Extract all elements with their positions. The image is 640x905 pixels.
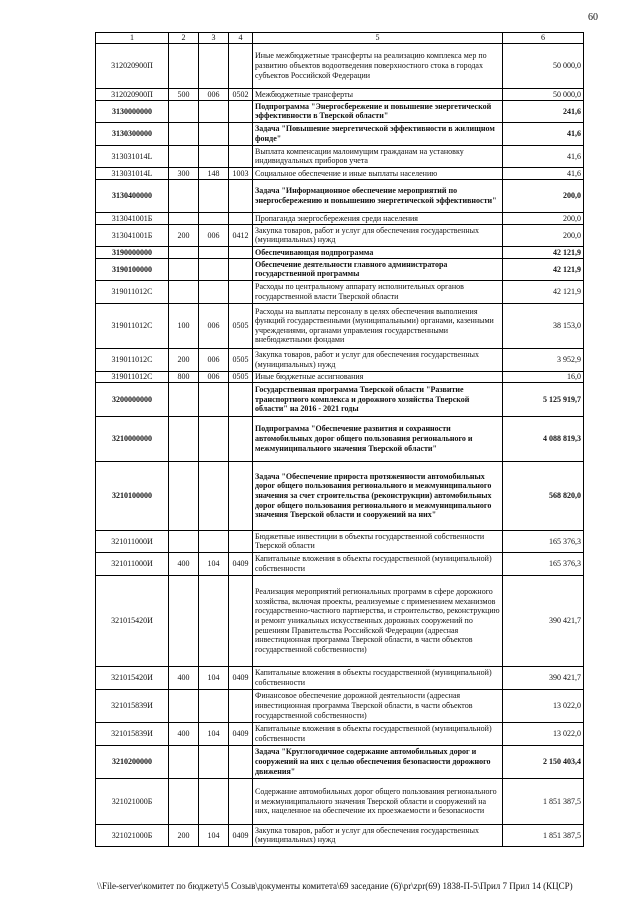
table-row [96, 100, 584, 123]
expense-type-cell: 300 [169, 168, 199, 180]
item-name-cell: Содержание автомобильных дорог общего пользования регионального и межмуниципального значения Тверской области и сооружений на них, нацеленное на обеспечение их проезжаемости и безопасности [253, 779, 503, 825]
item-name-cell: Бюджетные инвестиции в объекты государственной собственности Тверской области [253, 530, 503, 553]
item-name-cell: Межбюджетные трансферты [253, 89, 503, 101]
budget-code-cell: 321015839И [96, 689, 169, 723]
budget-code-cell: 3200000000 [96, 383, 169, 417]
amount-cell: 1 851 387,5 [503, 824, 584, 847]
section-code-cell [229, 258, 253, 281]
amount-cell: 41,6 [503, 168, 584, 180]
table-row [96, 667, 584, 690]
department-code-cell [199, 179, 229, 213]
budget-code-cell: 3130400000 [96, 179, 169, 213]
table-row [96, 462, 584, 531]
expense-type-cell: 200 [169, 349, 199, 372]
item-name-cell: Задача "Информационное обеспечение мероприятий по энергосбережению и повышению энергетической эффективности" [253, 179, 503, 213]
table-row [96, 145, 584, 168]
budget-code-cell: 321015420И [96, 667, 169, 690]
expense-type-cell [169, 745, 199, 779]
item-name-cell: Закупка товаров, работ и услуг для обеспечения государственных (муниципальных) нужд [253, 224, 503, 247]
section-code-cell [229, 745, 253, 779]
amount-cell: 200,0 [503, 213, 584, 225]
section-code-cell [229, 383, 253, 417]
item-name-cell: Капитальные вложения в объекты государственной (муниципальной) собственности [253, 723, 503, 746]
table-row [96, 723, 584, 746]
expense-type-cell [169, 575, 199, 667]
section-code-cell: 0502 [229, 89, 253, 101]
expense-type-cell [169, 383, 199, 417]
section-code-cell [229, 100, 253, 123]
expense-type-cell [169, 123, 199, 146]
expense-type-cell [169, 530, 199, 553]
amount-cell: 13 022,0 [503, 723, 584, 746]
amount-cell: 13 022,0 [503, 689, 584, 723]
table-row [96, 281, 584, 304]
table-row [96, 779, 584, 825]
expense-type-cell [169, 689, 199, 723]
expense-type-cell: 500 [169, 89, 199, 101]
item-name-cell: Капитальные вложения в объекты государственной (муниципальной) собственности [253, 553, 503, 576]
department-code-cell [199, 213, 229, 225]
department-code-cell [199, 281, 229, 304]
expense-type-cell: 800 [169, 371, 199, 383]
section-code-cell: 0505 [229, 371, 253, 383]
table-row [96, 553, 584, 576]
expense-type-cell: 400 [169, 553, 199, 576]
amount-cell: 16,0 [503, 371, 584, 383]
item-name-cell: Закупка товаров, работ и услуг для обеспечения государственных (муниципальных) нужд [253, 349, 503, 372]
amount-cell: 41,6 [503, 145, 584, 168]
item-name-cell: Закупка товаров, работ и услуг для обеспечения государственных (муниципальных) нужд [253, 824, 503, 847]
table-row [96, 43, 584, 89]
section-code-cell [229, 689, 253, 723]
section-code-cell [229, 247, 253, 259]
department-code-cell: 148 [199, 168, 229, 180]
department-code-cell [199, 383, 229, 417]
item-name-cell: Финансовое обеспечение дорожной деятельности (адресная инвестиционная программа Тверской области, в части объектов государственной собственности) [253, 689, 503, 723]
file-path-footer: \\File-server\комитет по бюджету\5 Созыв\документы комитета\69 заседание (6)\pr\zpr(69) 1838-П-5\Прил 7 Прил 14 (КЦСР) [97, 881, 573, 891]
department-code-cell [199, 43, 229, 89]
item-name-cell: Подпрограмма "Обеспечение развития и сохранности автомобильных дорог общего пользования регионального и межмуниципального значения Тверской области" [253, 416, 503, 462]
budget-code-cell: 321015839И [96, 723, 169, 746]
column-header: 3 [199, 33, 229, 44]
section-code-cell: 0409 [229, 824, 253, 847]
budget-code-cell: 319011012С [96, 371, 169, 383]
expense-type-cell [169, 462, 199, 531]
department-code-cell: 104 [199, 723, 229, 746]
expense-type-cell [169, 100, 199, 123]
section-code-cell: 0505 [229, 303, 253, 349]
amount-cell: 390 421,7 [503, 667, 584, 690]
amount-cell: 38 153,0 [503, 303, 584, 349]
budget-code-cell: 321021000Б [96, 824, 169, 847]
table-row [96, 303, 584, 349]
section-code-cell [229, 179, 253, 213]
item-name-cell: Обеспечивающая подпрограмма [253, 247, 503, 259]
budget-code-cell: 312020900П [96, 89, 169, 101]
column-header: 5 [253, 33, 503, 44]
section-code-cell [229, 213, 253, 225]
amount-cell: 4 088 819,3 [503, 416, 584, 462]
expense-type-cell [169, 213, 199, 225]
item-name-cell: Иные межбюджетные трансферты на реализацию комплекса мер по развитию объектов водоотведения поверхностного стока в городах субъектов Российской Федерации [253, 43, 503, 89]
item-name-cell: Обеспечение деятельности главного администратора государственной программы [253, 258, 503, 281]
section-code-cell [229, 779, 253, 825]
amount-cell: 5 125 919,7 [503, 383, 584, 417]
budget-code-cell: 321011000И [96, 530, 169, 553]
table-row [96, 123, 584, 146]
department-code-cell: 104 [199, 553, 229, 576]
item-name-cell: Социальное обеспечение и иные выплаты населению [253, 168, 503, 180]
expense-type-cell: 200 [169, 824, 199, 847]
budget-code-cell: 321011000И [96, 553, 169, 576]
column-header: 6 [503, 33, 584, 44]
column-header: 2 [169, 33, 199, 44]
table-row [96, 689, 584, 723]
item-name-cell: Задача "Повышение энергетической эффективности в жилищном фонде" [253, 123, 503, 146]
item-name-cell: Иные бюджетные ассигнования [253, 371, 503, 383]
budget-code-cell: 3190000000 [96, 247, 169, 259]
expense-type-cell [169, 145, 199, 168]
amount-cell: 241,6 [503, 100, 584, 123]
budget-code-cell: 313041001Б [96, 213, 169, 225]
amount-cell: 200,0 [503, 179, 584, 213]
expense-type-cell: 400 [169, 723, 199, 746]
section-code-cell: 1003 [229, 168, 253, 180]
section-code-cell: 0409 [229, 553, 253, 576]
section-code-cell: 0409 [229, 667, 253, 690]
department-code-cell [199, 462, 229, 531]
page-number: 60 [588, 12, 598, 23]
table-row [96, 575, 584, 667]
expense-type-cell [169, 416, 199, 462]
department-code-cell [199, 247, 229, 259]
table-body [96, 43, 584, 847]
amount-cell: 165 376,3 [503, 553, 584, 576]
table-row [96, 247, 584, 259]
department-code-cell: 104 [199, 667, 229, 690]
expense-type-cell: 400 [169, 667, 199, 690]
expense-type-cell [169, 247, 199, 259]
table-row [96, 383, 584, 417]
item-name-cell: Выплата компенсации малоимущим гражданам на установку индивидуальных приборов учета [253, 145, 503, 168]
item-name-cell: Расходы на выплаты персоналу в целях обеспечения выполнения функций государственными (муниципальными) органами, казенными учреждениями, органами управления государственными внебюджетными фондами [253, 303, 503, 349]
department-code-cell: 006 [199, 349, 229, 372]
budget-code-cell: 3190100000 [96, 258, 169, 281]
item-name-cell: Реализация мероприятий региональных программ в сфере дорожного хозяйства, включая проекты, реализуемые с применением механизмов государственно-частного партнерства, и строительство, реконструкцию и ремонт уникальных искусственных дорожных сооружений по решениям Правительства Российской Федерации (адресная инвестиционная программа Тверской области, в части объектов государственной собственности) [253, 575, 503, 667]
amount-cell: 3 952,9 [503, 349, 584, 372]
department-code-cell [199, 689, 229, 723]
section-code-cell [229, 145, 253, 168]
budget-code-cell: 321015420И [96, 575, 169, 667]
department-code-cell: 006 [199, 371, 229, 383]
amount-cell: 390 421,7 [503, 575, 584, 667]
budget-table [95, 32, 584, 847]
section-code-cell [229, 281, 253, 304]
table-row [96, 89, 584, 101]
item-name-cell: Расходы по центральному аппарату исполнительных органов государственной власти Тверской области [253, 281, 503, 304]
amount-cell: 42 121,9 [503, 258, 584, 281]
department-code-cell: 006 [199, 224, 229, 247]
department-code-cell [199, 100, 229, 123]
section-code-cell: 0505 [229, 349, 253, 372]
expense-type-cell [169, 281, 199, 304]
budget-code-cell: 321021000Б [96, 779, 169, 825]
amount-cell: 1 851 387,5 [503, 779, 584, 825]
section-code-cell [229, 575, 253, 667]
item-name-cell: Капитальные вложения в объекты государственной (муниципальной) собственности [253, 667, 503, 690]
column-header: 4 [229, 33, 253, 44]
budget-code-cell: 3210100000 [96, 462, 169, 531]
expense-type-cell [169, 779, 199, 825]
budget-code-cell: 319011012С [96, 281, 169, 304]
section-code-cell: 0409 [229, 723, 253, 746]
table-row [96, 213, 584, 225]
item-name-cell: Государственная программа Тверской области "Развитие транспортного комплекса и дорожного хозяйства Тверской области" на 2016 - 2021 годы [253, 383, 503, 417]
budget-code-cell: 319011012С [96, 349, 169, 372]
department-code-cell: 104 [199, 824, 229, 847]
budget-code-cell: 3130300000 [96, 123, 169, 146]
table-row [96, 258, 584, 281]
table-header-row [96, 33, 584, 44]
section-code-cell [229, 416, 253, 462]
budget-code-cell: 313031014L [96, 145, 169, 168]
expense-type-cell [169, 43, 199, 89]
amount-cell: 41,6 [503, 123, 584, 146]
amount-cell: 42 121,9 [503, 247, 584, 259]
table-row [96, 530, 584, 553]
section-code-cell [229, 462, 253, 531]
item-name-cell: Подпрограмма "Энергосбережение и повышение энергетической эффективности в Тверской области" [253, 100, 503, 123]
department-code-cell [199, 145, 229, 168]
budget-code-cell: 3210200000 [96, 745, 169, 779]
department-code-cell [199, 416, 229, 462]
table-row [96, 168, 584, 180]
department-code-cell [199, 530, 229, 553]
expense-type-cell: 200 [169, 224, 199, 247]
department-code-cell: 006 [199, 303, 229, 349]
department-code-cell [199, 123, 229, 146]
item-name-cell: Пропаганда энергосбережения среди населения [253, 213, 503, 225]
budget-code-cell: 312020900П [96, 43, 169, 89]
amount-cell: 50 000,0 [503, 43, 584, 89]
table-row [96, 349, 584, 372]
budget-code-cell: 313031014L [96, 168, 169, 180]
item-name-cell: Задача "Обеспечение прироста протяженности автомобильных дорог общего пользования регионального и межмуниципального значения за счет строительства (реконструкции) автомобильных дорог общего пользования регионального и межмуниципального значения Тверской области и сооружений на них" [253, 462, 503, 531]
expense-type-cell [169, 179, 199, 213]
budget-code-cell: 3210000000 [96, 416, 169, 462]
budget-code-cell: 3130000000 [96, 100, 169, 123]
item-name-cell: Задача "Круглогодичное содержание автомобильных дорог и сооружений на них с целью обеспечения безопасности дорожного движения" [253, 745, 503, 779]
section-code-cell: 0412 [229, 224, 253, 247]
table-row [96, 824, 584, 847]
expense-type-cell [169, 258, 199, 281]
department-code-cell [199, 779, 229, 825]
amount-cell: 200,0 [503, 224, 584, 247]
amount-cell: 568 820,0 [503, 462, 584, 531]
table-row [96, 179, 584, 213]
column-header: 1 [96, 33, 169, 44]
amount-cell: 50 000,0 [503, 89, 584, 101]
section-code-cell [229, 43, 253, 89]
department-code-cell [199, 258, 229, 281]
table-row [96, 224, 584, 247]
budget-code-cell: 319011012С [96, 303, 169, 349]
department-code-cell [199, 575, 229, 667]
section-code-cell [229, 530, 253, 553]
budget-code-cell: 313041001Б [96, 224, 169, 247]
table-row [96, 416, 584, 462]
section-code-cell [229, 123, 253, 146]
department-code-cell [199, 745, 229, 779]
amount-cell: 2 150 403,4 [503, 745, 584, 779]
expense-type-cell: 100 [169, 303, 199, 349]
amount-cell: 165 376,3 [503, 530, 584, 553]
table-row [96, 371, 584, 383]
department-code-cell: 006 [199, 89, 229, 101]
amount-cell: 42 121,9 [503, 281, 584, 304]
table-row [96, 745, 584, 779]
